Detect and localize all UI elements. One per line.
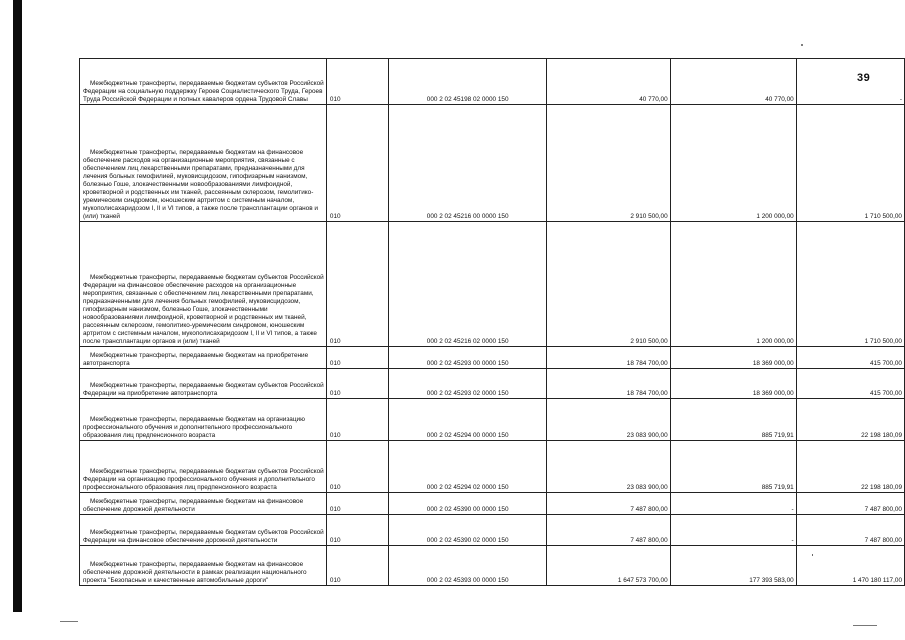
table-row — [80, 515, 905, 546]
row-code: 010 — [326, 59, 388, 105]
row-executed: - — [670, 515, 796, 546]
row-executed: 18 369 000,00 — [670, 347, 796, 369]
row-remaining: 7 487 800,00 — [796, 515, 904, 546]
row-remaining: 7 487 800,00 — [796, 493, 904, 515]
row-name: Межбюджетные трансферты, передаваемые бюджетам субъектов Российской Федерации на финансовое обеспечение дорожной деятельности — [80, 515, 327, 546]
table-row — [80, 347, 905, 369]
row-remaining: - — [796, 59, 904, 105]
row-planned: 40 770,00 — [546, 59, 670, 105]
table-row — [80, 222, 905, 347]
row-planned: 1 647 573 700,00 — [546, 546, 670, 586]
row-executed: 40 770,00 — [670, 59, 796, 105]
row-planned: 18 784 700,00 — [546, 369, 670, 399]
row-code: 010 — [326, 546, 388, 586]
row-remaining: 415 700,00 — [796, 347, 904, 369]
table-row — [80, 399, 905, 441]
row-remaining: 22 198 180,09 — [796, 399, 904, 441]
row-code: 010 — [326, 515, 388, 546]
row-planned: 7 487 800,00 — [546, 493, 670, 515]
row-executed: 885 719,91 — [670, 441, 796, 493]
row-name: Межбюджетные трансферты, передаваемые бюджетам на организацию профессионального обучения и дополнительного профессионального образования лиц предпенсионного возраста — [80, 399, 327, 441]
row-remaining: 415 700,00 — [796, 369, 904, 399]
row-name: Межбюджетные трансферты, передаваемые бюджетам субъектов Российской Федерации на финансовое обеспечение расходов на организационные мероприятия, связанные с обеспечением лиц лекарственными препаратами, предназначенными для лечения больных гемофилией, муковисцидозом, гипофизарным нанизмом, болезнью Гоше, злокачественными новообразованиями лимфоидной, кроветворной и родственных им тканей, рассеянным склерозом, гемолитико-уремическим синдромом, юношеским артритом с системным началом, мукополисахаридозом I, II и VI типов, а также после трансплантации органов и (или) тканей — [80, 222, 327, 347]
row-name: Межбюджетные трансферты, передаваемые бюджетам на финансовое обеспечение дорожной деятельности — [80, 493, 327, 515]
row-code: 010 — [326, 347, 388, 369]
row-kbk: 000 2 02 45390 02 0000 150 — [388, 515, 546, 546]
row-remaining: 1 710 500,00 — [796, 105, 904, 222]
row-executed: 1 200 000,00 — [670, 105, 796, 222]
row-executed: 885 719,91 — [670, 399, 796, 441]
row-code: 010 — [326, 493, 388, 515]
row-code: 010 — [326, 222, 388, 347]
row-code: 010 — [326, 369, 388, 399]
row-name: Межбюджетные трансферты, передаваемые бюджетам на финансовое обеспечение дорожной деятельности в рамках реализации национального проекта "Безопасные и качественные автомобильные дороги" — [80, 546, 327, 586]
row-code: 010 — [326, 399, 388, 441]
row-name: Межбюджетные трансферты, передаваемые бюджетам субъектов Российской Федерации на приобретение автотранспорта — [80, 369, 327, 399]
row-kbk: 000 2 02 45216 02 0000 150 — [388, 222, 546, 347]
table-row — [80, 59, 905, 105]
table-row — [80, 105, 905, 222]
row-kbk: 000 2 02 45390 00 0000 150 — [388, 493, 546, 515]
row-kbk: 000 2 02 45294 00 0000 150 — [388, 399, 546, 441]
scan-left-edge-shadow — [13, 0, 22, 612]
row-code: 010 — [326, 441, 388, 493]
row-kbk: 000 2 02 45293 00 0000 150 — [388, 347, 546, 369]
page-number: 39 — [857, 72, 871, 84]
transfers-table — [79, 58, 905, 586]
row-remaining: 1 710 500,00 — [796, 222, 904, 347]
row-planned: 23 083 900,00 — [546, 441, 670, 493]
scan-speck — [801, 44, 803, 46]
row-executed: 18 369 000,00 — [670, 369, 796, 399]
row-executed: 1 200 000,00 — [670, 222, 796, 347]
row-executed: 177 393 583,00 — [670, 546, 796, 586]
table-row — [80, 546, 905, 586]
row-planned: 18 784 700,00 — [546, 347, 670, 369]
row-name: Межбюджетные трансферты, передаваемые бюджетам на финансовое обеспечение расходов на организационные мероприятия, связанные с обеспечением лиц лекарственными препаратами, предназначенными для лечения больных гемофилией, муковисцидозом, гипофизарным нанизмом, болезнью Гоше, злокачественными новообразованиями лимфоидной, кроветворной и родственных им тканей, рассеянным склерозом, гемолитико-уремическим синдромом, юношеским артритом с системным началом, мукополисахаридозом I, II и VI типов, а также после трансплантации органов и (или) тканей — [80, 105, 327, 222]
scan-artifact — [853, 625, 877, 626]
row-planned: 23 083 900,00 — [546, 399, 670, 441]
row-remaining: 1 470 180 117,00 — [796, 546, 904, 586]
row-kbk: 000 2 02 45198 02 0000 150 — [388, 59, 546, 105]
table-row — [80, 369, 905, 399]
row-planned: 7 487 800,00 — [546, 515, 670, 546]
row-name: Межбюджетные трансферты, передаваемые бюджетам субъектов Российской Федерации на организацию профессионального обучения и дополнительного профессионального образования лиц предпенсионного возраста — [80, 441, 327, 493]
row-code: 010 — [326, 105, 388, 222]
table-row — [80, 441, 905, 493]
row-kbk: 000 2 02 45393 00 0000 150 — [388, 546, 546, 586]
row-executed: - — [670, 493, 796, 515]
row-remaining: 22 198 180,09 — [796, 441, 904, 493]
row-planned: 2 910 500,00 — [546, 222, 670, 347]
row-kbk: 000 2 02 45294 02 0000 150 — [388, 441, 546, 493]
row-kbk: 000 2 02 45293 02 0000 150 — [388, 369, 546, 399]
row-kbk: 000 2 02 45216 00 0000 150 — [388, 105, 546, 222]
scan-artifact — [60, 621, 78, 622]
table-row — [80, 493, 905, 515]
row-name: Межбюджетные трансферты, передаваемые бюджетам субъектов Российской Федерации на социальную поддержку Героев Социалистического Труда, Героев Труда Российской Федерации и полных кавалеров ордена Трудовой Славы — [80, 59, 327, 105]
row-name: Межбюджетные трансферты, передаваемые бюджетам на приобретение автотранспорта — [80, 347, 327, 369]
row-planned: 2 910 500,00 — [546, 105, 670, 222]
